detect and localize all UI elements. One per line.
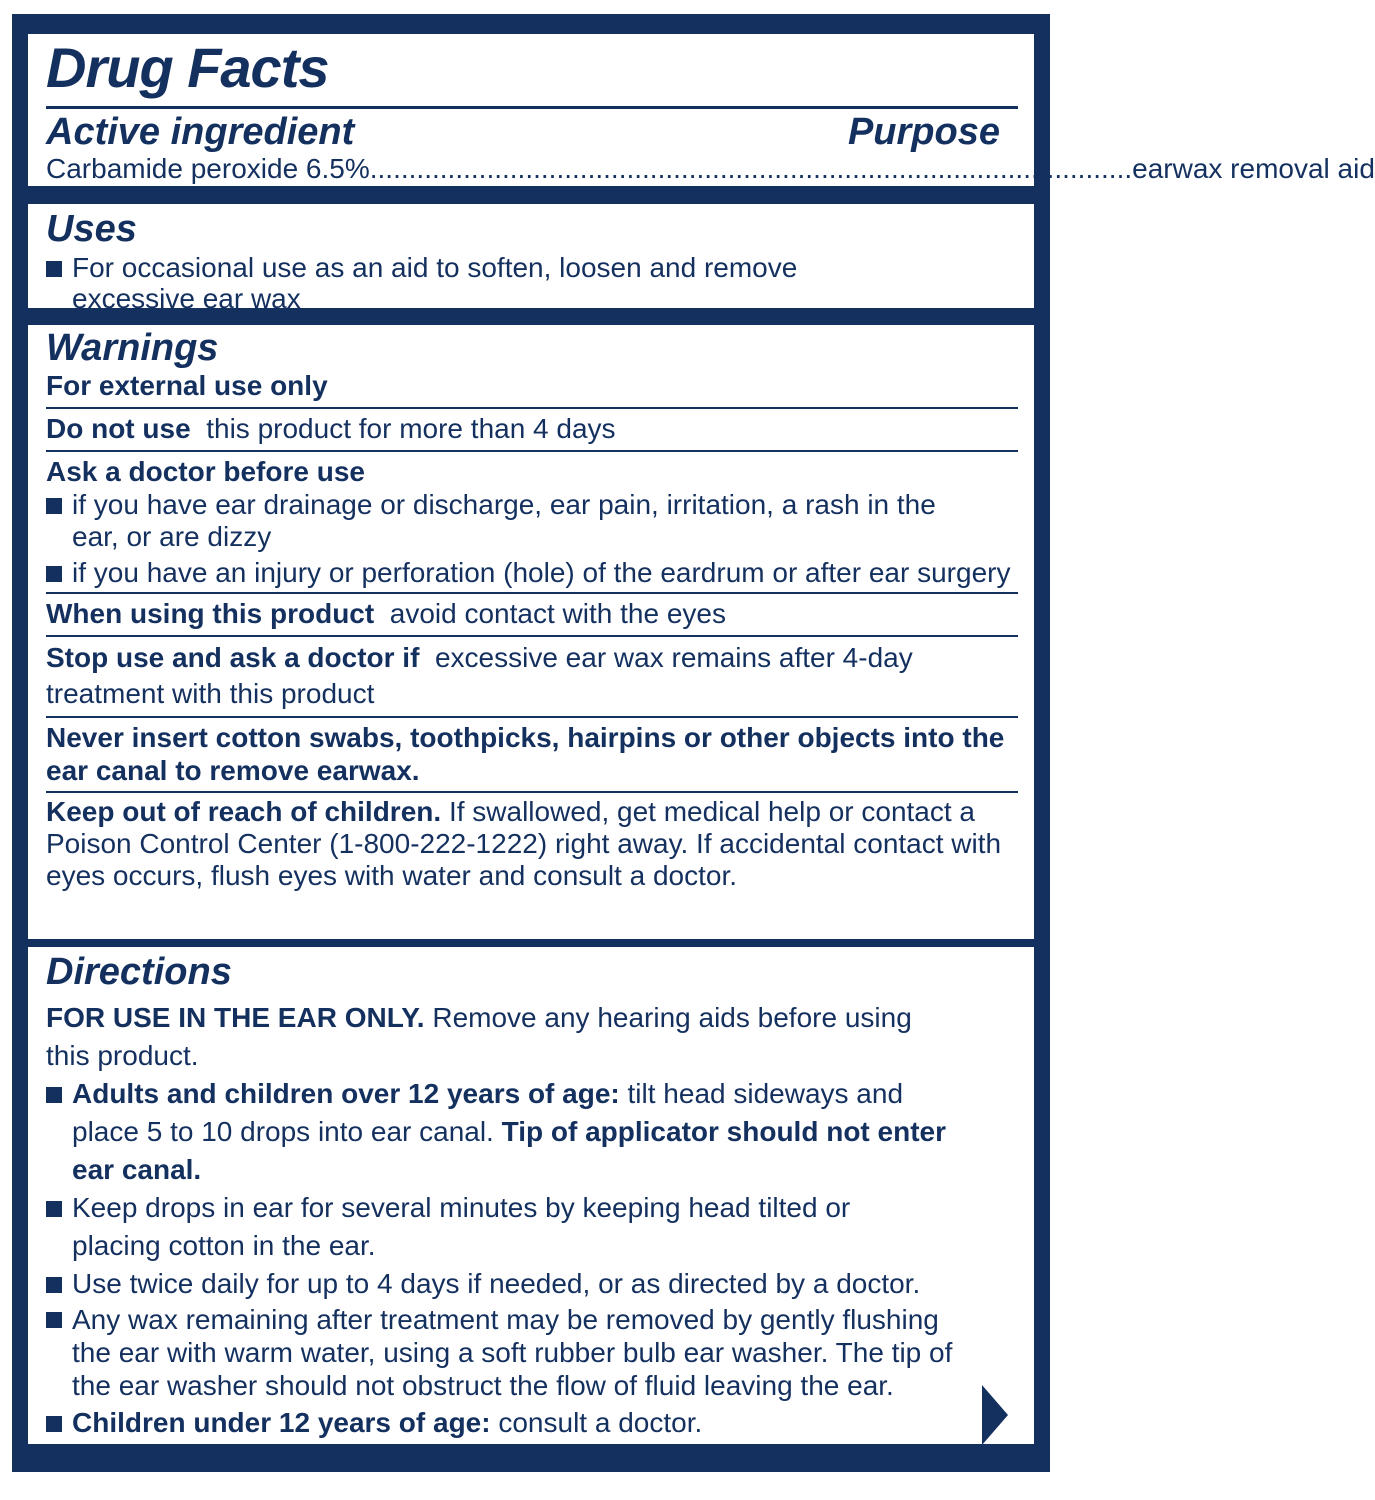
uses-panel — [28, 204, 1034, 314]
ask-doctor-item-text: if you have ear drainage or discharge, ear pain, irritation, a rash in the ear, or are dizzy — [72, 489, 936, 552]
drug-facts-frame — [12, 14, 1375, 1472]
warnings-panel — [28, 325, 1034, 939]
continue-arrow-icon — [982, 1385, 1008, 1445]
directions-item-text: Use twice daily for up to 4 days if needed, or as directed by a doctor. — [72, 1268, 921, 1299]
when-using-row — [46, 594, 1014, 635]
stop-use-label: Stop use and ask a doctor if — [46, 642, 420, 673]
uses-heading: Uses — [46, 208, 137, 250]
directions-intro-text: Remove any hearing aids before using this product. — [46, 1002, 912, 1071]
do-not-use-label: Do not use — [46, 413, 191, 444]
page-title: Drug Facts — [46, 36, 329, 99]
square-bullet-icon — [46, 261, 62, 277]
ingredient-name: Carbamide peroxide 6.5% — [46, 153, 370, 184]
when-using-label: When using this product — [46, 598, 375, 629]
stop-use-row — [46, 637, 1014, 716]
square-bullet-icon — [46, 1277, 62, 1293]
keep-out-text: If swallowed, get medical help or contact a Poison Control Center (1-800-222-1222) right away. If accidental contact with eyes occurs, flush eyes with water and consult a doctor. — [46, 796, 1002, 891]
square-bullet-icon — [46, 1416, 62, 1432]
uses-item-text: For occasional use as an aid to soften, loosen and remove excessive ear wax — [72, 252, 798, 314]
stop-use-text: excessive ear wax remains after 4-day treatment with this product — [46, 642, 913, 709]
active-ingredient-header — [46, 111, 1014, 153]
children-label: Children under 12 years of age: — [72, 1407, 491, 1438]
directions-item-text: Any wax remaining after treatment may be removed by gently flushing the ear with warm water, using a soft rubber bulb ear washer. The tip of the ear washer should not obstruct the flow of fluid leaving the ear. — [72, 1304, 953, 1401]
square-bullet-icon — [46, 1201, 62, 1217]
external-use-text: For external use only — [46, 370, 328, 401]
ingredient-purpose: earwax removal aid — [1132, 153, 1375, 184]
directions-intro-label: FOR USE IN THE EAR ONLY. — [46, 1002, 425, 1033]
divider — [46, 106, 1018, 109]
ask-doctor-heading: Ask a doctor before use — [46, 456, 365, 487]
directions-intro — [46, 999, 1014, 1075]
when-using-text: avoid contact with the eyes — [389, 598, 726, 629]
directions-heading: Directions — [46, 951, 232, 993]
active-ingredient-heading: Active ingredient — [46, 111, 355, 153]
square-bullet-icon — [46, 1312, 62, 1328]
ask-doctor-item-text: if you have an injury or perforation (hole) of the eardrum or after ear surgery — [72, 557, 1011, 588]
adults-label: Adults and children over 12 years of age: — [72, 1078, 620, 1109]
keep-out-label: Keep out of reach of children. — [46, 796, 442, 827]
directions-item — [46, 1303, 1014, 1402]
square-bullet-icon — [46, 498, 62, 514]
keep-out-row — [46, 793, 1014, 896]
directions-item — [46, 1265, 1014, 1303]
ask-doctor-item — [46, 557, 1014, 589]
ask-doctor-item — [46, 489, 1014, 553]
dot-leader: .................................................................................................. — [369, 153, 1133, 184]
square-bullet-icon — [46, 566, 62, 582]
directions-item — [46, 1189, 1014, 1265]
purpose-heading: Purpose — [847, 111, 1000, 153]
active-ingredient-panel — [28, 34, 1375, 186]
children-text: consult a doctor. — [498, 1407, 703, 1438]
warnings-heading: Warnings — [46, 327, 219, 369]
adults-text: tilt head sideways and place 5 to 10 drops into ear canal. — [72, 1078, 904, 1147]
directions-panel — [28, 947, 1034, 1444]
uses-item — [46, 252, 1014, 314]
do-not-use-row — [46, 409, 1014, 450]
directions-item-text — [72, 1075, 974, 1189]
directions-item — [46, 1404, 1014, 1442]
adults-tip: Tip of applicator should not enter ear canal. — [72, 1116, 947, 1185]
directions-item-text: Keep drops in ear for several minutes by keeping head tilted or placing cotton in the ear. — [72, 1192, 851, 1261]
do-not-use-text: this product for more than 4 days — [206, 413, 616, 444]
directions-item — [46, 1075, 1014, 1189]
directions-item-text — [72, 1404, 702, 1442]
ingredient-row — [46, 153, 1375, 185]
never-insert-text: Never insert cotton swabs, toothpicks, hairpins or other objects into the ear canal to remove earwax. — [46, 722, 1005, 786]
square-bullet-icon — [46, 1087, 62, 1103]
